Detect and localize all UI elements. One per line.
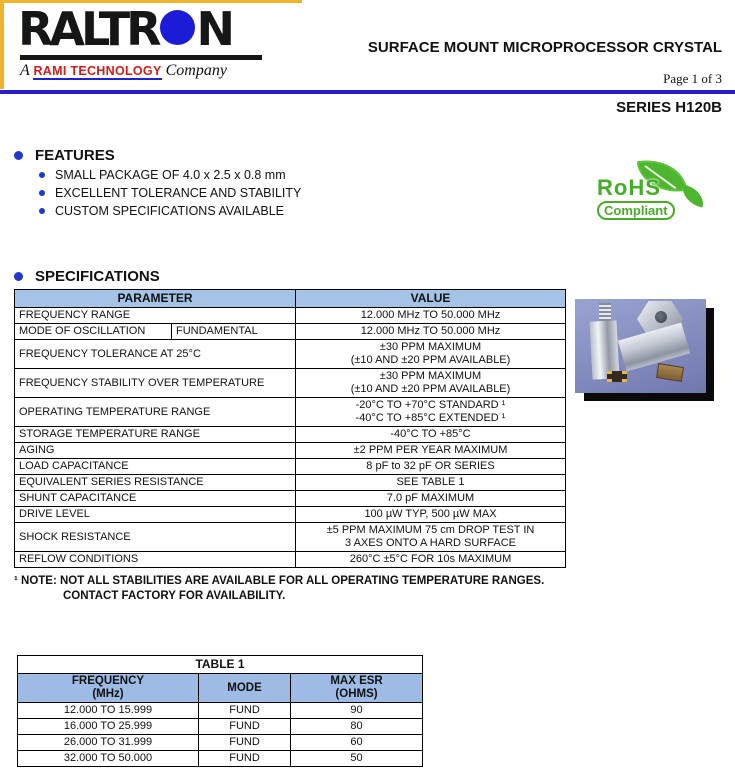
features-heading-label: FEATURES xyxy=(35,147,115,164)
table1-header-row xyxy=(18,674,423,703)
specifications-table xyxy=(14,289,566,568)
spec-param-cell: STORAGE TEMPERATURE RANGE xyxy=(15,427,296,443)
rohs-badge xyxy=(597,161,707,227)
table1-header-line: FREQUENCY xyxy=(71,675,145,687)
leaf-icon xyxy=(679,184,707,207)
spec-value-cell xyxy=(296,552,566,568)
table1-cell: FUND xyxy=(199,719,291,735)
spec-row xyxy=(15,427,566,443)
feature-item-label: EXCELLENT TOLERANCE AND STABILITY xyxy=(55,186,302,200)
spec-value-line: (±10 AND ±20 PPM AVAILABLE) xyxy=(350,383,511,395)
list-bullet-icon xyxy=(39,172,45,178)
spec-header-row xyxy=(15,290,566,308)
specifications-heading-label: SPECIFICATIONS xyxy=(35,268,160,285)
features-heading xyxy=(14,147,301,164)
spec-value-cell xyxy=(296,507,566,523)
table1-cell: 60 xyxy=(291,735,423,751)
spec-value-cell xyxy=(296,475,566,491)
table1-cell: 12.000 TO 15.999 xyxy=(18,703,199,719)
table1-row xyxy=(18,751,423,767)
spec-row xyxy=(15,443,566,459)
brand-text-left: RALTR xyxy=(18,2,158,56)
spec-row xyxy=(15,340,566,369)
table1-row xyxy=(18,735,423,751)
table1-title: TABLE 1 xyxy=(18,656,423,674)
features-section xyxy=(14,147,301,218)
table1-title-row xyxy=(18,656,423,674)
table1-header-line: MODE xyxy=(227,681,262,694)
spec-row xyxy=(15,491,566,507)
smd-crystal-shape xyxy=(656,363,684,382)
hex-nut-hole-shape xyxy=(655,311,667,323)
feature-item xyxy=(39,168,301,182)
spec-row xyxy=(15,324,566,340)
table1-body xyxy=(18,703,423,767)
spec-value-line: SEE TABLE 1 xyxy=(396,476,465,488)
spec-value-line: -20°C TO +70°C STANDARD ¹ xyxy=(355,399,506,411)
table1-header-cell xyxy=(291,674,423,703)
spec-row xyxy=(15,369,566,398)
table1-header-line: (OHMS) xyxy=(335,688,378,700)
spec-value-line: -40°C TO +85°C EXTENDED ¹ xyxy=(355,412,506,424)
table1-header-line: MAX ESR xyxy=(330,675,383,687)
spec-row xyxy=(15,475,566,491)
footnote-line: CONTACT FACTORY FOR AVAILABILITY. xyxy=(63,590,286,602)
spec-row xyxy=(15,398,566,427)
tagline-brand: RAMI TECHNOLOGY xyxy=(33,64,162,78)
spec-value-cell xyxy=(296,308,566,324)
header-divider-rule xyxy=(0,90,735,94)
feature-item-label: SMALL PACKAGE OF 4.0 x 2.5 x 0.8 mm xyxy=(55,168,286,182)
table1-cell: 90 xyxy=(291,703,423,719)
spec-param-cell: FREQUENCY STABILITY OVER TEMPERATURE xyxy=(15,369,296,398)
section-bullet-icon xyxy=(14,272,23,281)
rohs-compliant-label: Compliant xyxy=(597,201,675,220)
spec-value-cell xyxy=(296,523,566,552)
feature-item xyxy=(39,186,301,200)
company-logo xyxy=(0,0,302,89)
spec-value-line: 7.0 pF MAXIMUM xyxy=(386,492,475,504)
spec-param-cell: FREQUENCY TOLERANCE AT 25°C xyxy=(15,340,296,369)
spec-value-line: 8 pF to 32 pF OR SERIES xyxy=(366,460,495,472)
table1-cell: 80 xyxy=(291,719,423,735)
spec-row xyxy=(15,308,566,324)
spec-value-line: ±30 PPM MAXIMUM xyxy=(379,370,482,382)
list-bullet-icon xyxy=(39,190,45,196)
hex-standoff-shape xyxy=(618,323,690,372)
spec-param2-cell: FUNDAMENTAL xyxy=(172,324,296,340)
series-label: SERIES H120B xyxy=(616,99,722,116)
spec-col-value: VALUE xyxy=(296,290,566,308)
spec-value-line: ±2 PPM PER YEAR MAXIMUM xyxy=(353,444,508,456)
table1-cell: 50 xyxy=(291,751,423,767)
table1-cell: FUND xyxy=(199,703,291,719)
spec-value-cell xyxy=(296,398,566,427)
page-number-label: Page 1 of 3 xyxy=(663,71,722,86)
product-photo xyxy=(575,299,706,393)
spec-row xyxy=(15,552,566,568)
spec-param-cell: AGING xyxy=(15,443,296,459)
table1-row xyxy=(18,703,423,719)
table1-cell: FUND xyxy=(199,735,291,751)
list-bullet-icon xyxy=(39,208,45,214)
spec-value-line: ±30 PPM MAXIMUM xyxy=(379,341,482,353)
spec-table-body xyxy=(15,308,566,568)
tagline-rest: Company xyxy=(165,62,227,79)
spec-value-cell xyxy=(296,427,566,443)
spec-param-cell: OPERATING TEMPERATURE RANGE xyxy=(15,398,296,427)
table1-cell: FUND xyxy=(199,751,291,767)
spec-param-cell: EQUIVALENT SERIES RESISTANCE xyxy=(15,475,296,491)
tagline-a: A xyxy=(20,62,30,79)
table1-cell: 16.000 TO 25.999 xyxy=(18,719,199,735)
table1 xyxy=(17,655,423,767)
feature-item xyxy=(39,204,301,218)
footnote xyxy=(14,574,544,604)
spec-value-line: 3 AXES ONTO A HARD SURFACE xyxy=(345,537,516,549)
spec-value-cell xyxy=(296,340,566,369)
spec-value-cell xyxy=(296,324,566,340)
brand-tagline xyxy=(20,62,302,80)
spec-value-line: 12.000 MHz TO 50.000 MHz xyxy=(360,309,501,321)
spec-value-line: 260°C ±5°C FOR 10s MAXIMUM xyxy=(349,553,512,565)
spec-param-cell: SHOCK RESISTANCE xyxy=(15,523,296,552)
section-bullet-icon xyxy=(14,151,23,160)
footnote-line: ¹ NOTE: NOT ALL STABILITIES ARE AVAILABLE FOR ALL OPERATING TEMPERATURE RANGES. xyxy=(14,575,545,587)
spec-param-cell: FREQUENCY RANGE xyxy=(15,308,296,324)
spec-param-cell: LOAD CAPACITANCE xyxy=(15,459,296,475)
table1-header-line: (MHz) xyxy=(92,688,124,700)
smd-crystal-shape xyxy=(607,371,627,382)
features-list xyxy=(14,168,301,218)
feature-item-label: CUSTOM SPECIFICATIONS AVAILABLE xyxy=(55,204,284,218)
table1-cell: 32.000 TO 50.000 xyxy=(18,751,199,767)
table1-cell: 26.000 TO 31.999 xyxy=(18,735,199,751)
spec-row xyxy=(15,459,566,475)
spec-value-line: (±10 AND ±20 PPM AVAILABLE) xyxy=(350,354,511,366)
spec-value-cell xyxy=(296,491,566,507)
spec-value-cell xyxy=(296,369,566,398)
spec-value-line: ±5 PPM MAXIMUM 75 cm DROP TEST IN xyxy=(326,524,535,536)
spec-param-cell: MODE OF OSCILLATION xyxy=(15,324,172,340)
brand-o-dot-icon xyxy=(160,10,195,45)
table1-header-cell xyxy=(18,674,199,703)
spec-param-cell: REFLOW CONDITIONS xyxy=(15,552,296,568)
spec-param-cell: SHUNT CAPACITANCE xyxy=(15,491,296,507)
spec-value-line: 12.000 MHz TO 50.000 MHz xyxy=(360,325,501,337)
spec-row xyxy=(15,507,566,523)
document-title: SURFACE MOUNT MICROPROCESSOR CRYSTAL xyxy=(367,39,723,56)
table1-header-cell xyxy=(199,674,291,703)
specifications-heading xyxy=(14,268,160,285)
table1-row xyxy=(18,719,423,735)
spec-value-cell xyxy=(296,443,566,459)
spec-row xyxy=(15,523,566,552)
rohs-label: RoHS xyxy=(597,175,661,200)
spec-value-line: 100 µW TYP, 500 µW MAX xyxy=(364,508,497,520)
brand-wordmark xyxy=(18,4,302,54)
spec-value-line: -40°C TO +85°C xyxy=(390,428,471,440)
spec-col-parameter: PARAMETER xyxy=(15,290,296,308)
spec-param-cell: DRIVE LEVEL xyxy=(15,507,296,523)
brand-text-right: N xyxy=(196,2,232,56)
spec-value-cell xyxy=(296,459,566,475)
